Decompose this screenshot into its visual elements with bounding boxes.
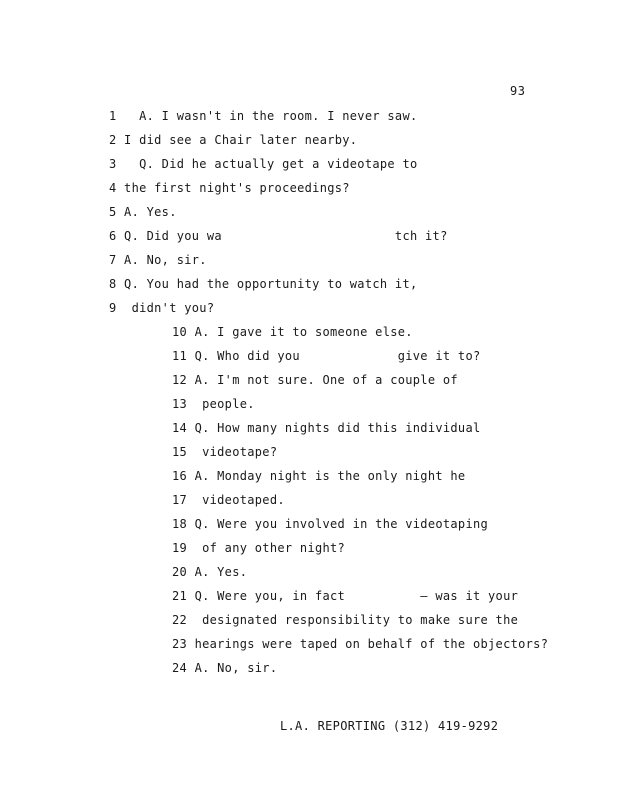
transcript-line-12: 12 A. I'm not sure. One of a couple of — [172, 373, 458, 387]
transcript-line-15: 15 videotape? — [172, 445, 278, 459]
page-number: 93 — [510, 84, 526, 98]
transcript-line-17: 17 videotaped. — [172, 493, 285, 507]
transcript-line-13: 13 people. — [172, 397, 255, 411]
transcript-line-24: 24 A. No, sir. — [172, 661, 278, 675]
transcript-line-9: 9 didn't you? — [109, 301, 215, 315]
transcript-line-3: 3 Q. Did he actually get a videotape to — [109, 157, 418, 171]
transcript-line-10: 10 A. I gave it to someone else. — [172, 325, 413, 339]
transcript-line-18: 18 Q. Were you involved in the videotaping — [172, 517, 489, 531]
transcript-line-1: 1 A. I wasn't in the room. I never saw. — [109, 109, 418, 123]
transcript-line-21: 21 Q. Were you, in fact — was it your — [172, 589, 519, 603]
transcript-line-8: 8 Q. You had the opportunity to watch it, — [109, 277, 418, 291]
transcript-line-7: 7 A. No, sir. — [109, 253, 207, 267]
transcript-line-20: 20 A. Yes. — [172, 565, 248, 579]
transcript-line-23: 23 hearings were taped on behalf of the objectors? — [172, 637, 549, 651]
transcript-line-14: 14 Q. How many nights did this individual — [172, 421, 481, 435]
transcript-line-16: 16 A. Monday night is the only night he — [172, 469, 466, 483]
transcript-line-22: 22 designated responsibility to make sure the — [172, 613, 519, 627]
transcript-line-4: 4 the first night's proceedings? — [109, 181, 350, 195]
transcript-line-11: 11 Q. Who did you give it to? — [172, 349, 481, 363]
transcript-line-19: 19 of any other night? — [172, 541, 346, 555]
transcript-line-5: 5 A. Yes. — [109, 205, 177, 219]
transcript-line-2: 2 I did see a Chair later nearby. — [109, 133, 358, 147]
transcript-line-6: 6 Q. Did you wa tch it? — [109, 229, 448, 243]
reporter-footer: L.A. REPORTING (312) 419-9292 — [280, 719, 499, 733]
